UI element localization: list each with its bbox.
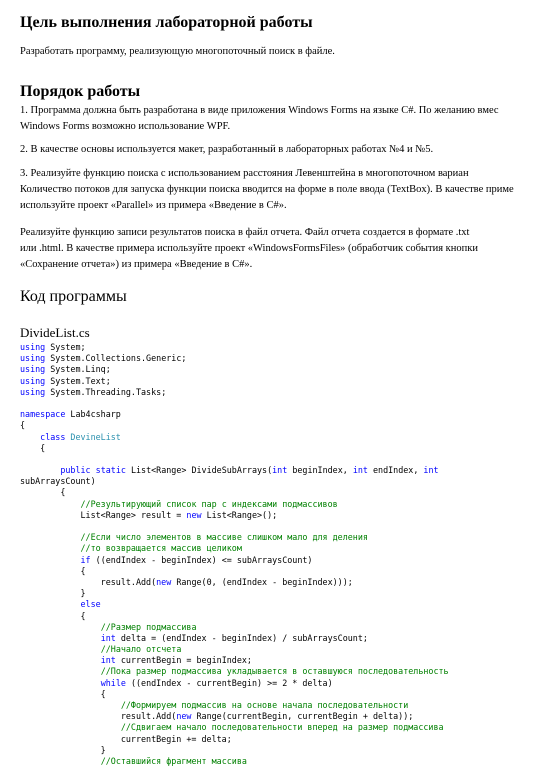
code-line	[20, 398, 449, 409]
code-text: {	[20, 688, 106, 699]
code-line	[20, 387, 449, 398]
order-item-2	[20, 142, 433, 158]
code-text	[20, 666, 101, 676]
code-text: currentBegin += delta;	[20, 733, 232, 744]
code-line	[20, 666, 449, 677]
code-text: beginIndex,	[287, 465, 348, 476]
order-item-line: 3. Реализуйте функцию поиска с использованием расстояния Левенштейна в многопоточном вариан	[20, 168, 469, 179]
code-text: {	[20, 487, 66, 498]
code-keyword: else	[80, 599, 101, 610]
order-item-line: 1. Программа должна быть разработана в виде приложения Windows Forms на языке C#. По желанию вмес	[20, 105, 499, 116]
code-block	[20, 342, 449, 767]
code-line	[20, 342, 449, 353]
code-text: System.Collections.Generic;	[45, 353, 187, 364]
code-text: Range(currentBegin, currentBegin + delta));	[191, 711, 414, 722]
code-comment: //Пока размер подмассива укладывается в оставшуюся последовательность	[100, 666, 449, 677]
code-keyword: new	[156, 576, 172, 587]
code-line	[20, 678, 449, 689]
code-keyword: new	[181, 509, 202, 520]
code-line	[20, 409, 449, 420]
code-text	[20, 633, 101, 643]
code-keyword: class	[40, 431, 66, 442]
code-line	[20, 364, 449, 375]
code-text: subArraysCount)	[20, 476, 96, 487]
code-keyword: using	[20, 364, 46, 375]
code-text: }	[20, 744, 106, 755]
code-line	[20, 756, 449, 767]
code-text	[20, 678, 101, 688]
code-comment: //Оставшийся фрагмент массива	[100, 755, 247, 766]
code-text: {	[20, 565, 86, 576]
code-line	[20, 633, 449, 644]
code-text: System.Text;	[45, 375, 111, 386]
code-line	[20, 443, 449, 454]
code-line	[20, 521, 449, 532]
code-keyword: int	[272, 465, 288, 476]
code-keyword: int	[100, 655, 116, 666]
code-text	[20, 599, 81, 609]
code-text: System.Threading.Tasks;	[45, 386, 167, 397]
order-item-line: 2. В качестве основы используется макет, разработанный в лабораторных работах №4 и №5.	[20, 144, 434, 155]
code-text: ((endIndex - beginIndex) <= subArraysCount)	[90, 554, 313, 565]
code-keyword: int	[418, 465, 439, 476]
code-keyword: if	[80, 554, 91, 565]
code-line	[20, 454, 449, 465]
code-text: delta = (endIndex - beginIndex) / subArraysCount;	[115, 632, 368, 643]
code-line	[20, 655, 449, 666]
code-text: }	[20, 588, 86, 599]
code-comment: //то возвращается массив целиком	[80, 543, 242, 554]
code-text	[20, 465, 60, 475]
code-text: List<Range> DivideSubArrays(	[125, 465, 273, 476]
order-item-4	[20, 225, 478, 273]
code-text: {	[20, 442, 46, 453]
code-line	[20, 487, 449, 498]
code-line	[20, 611, 449, 622]
code-text	[20, 622, 101, 632]
code-comment: //Формируем подмассив на основе начала последовательности	[120, 700, 409, 710]
code-comment: //Размер подмассива	[100, 621, 197, 632]
goal-text: Разработать программу, реализующую многопоточный поиск в файле.	[20, 46, 335, 57]
code-text: result.Add(	[20, 576, 157, 587]
code-comment: //Сдвигаем начало последовательности вперед на размер подмассива	[120, 722, 444, 733]
order-item-line: Реализуйте функцию записи результатов поиска в файл отчета. Файл отчета создается в формате .txt	[20, 227, 470, 238]
code-text	[20, 756, 101, 766]
code-line	[20, 577, 449, 588]
code-line	[20, 644, 449, 655]
goal-heading: Цель выполнения лабораторной работы	[20, 14, 313, 31]
code-comment: //Если число элементов в массиве слишком мало для деления	[80, 532, 368, 543]
order-heading: Порядок работы	[20, 83, 141, 100]
code-text	[20, 543, 81, 553]
code-text: List<Range>();	[201, 509, 278, 520]
code-text: {	[20, 420, 26, 431]
code-keyword: using	[20, 342, 46, 352]
code-text: ((endIndex - currentBegin) >= 2 * delta)	[125, 677, 333, 688]
code-type: DevineList	[65, 431, 121, 442]
code-line	[20, 555, 449, 566]
code-keyword: namespace	[20, 409, 66, 420]
code-text	[20, 532, 81, 542]
code-text: {	[20, 610, 86, 621]
code-line	[20, 711, 449, 722]
order-item-line: Windows Forms возможно использование WPF.	[20, 121, 231, 132]
code-line	[20, 420, 449, 431]
code-text	[20, 644, 101, 654]
code-heading: Код программы	[20, 288, 127, 305]
code-line	[20, 700, 449, 711]
code-keyword: new	[176, 711, 192, 722]
code-line	[20, 510, 449, 521]
code-line	[20, 465, 449, 476]
code-keyword: using	[20, 353, 46, 364]
order-item-3	[20, 166, 514, 214]
code-text: System.Linq;	[45, 364, 111, 375]
code-text: result.Add(	[20, 711, 177, 722]
code-text: Lab4csharp	[65, 409, 121, 420]
code-comment: //Результирующий список пар с индексами подмассивов	[80, 498, 338, 509]
code-keyword: int	[100, 632, 116, 643]
code-line	[20, 734, 449, 745]
code-keyword: int	[347, 465, 368, 476]
code-text: currentBegin = beginIndex;	[115, 655, 252, 666]
order-item-line: Количество потоков для запуска функции поиска вводится на форме в поле ввода (TextBox). В качестве приме	[20, 184, 514, 195]
code-text: List<Range> result =	[20, 509, 182, 520]
code-comment: //Начало отсчета	[100, 644, 182, 655]
code-line	[20, 722, 449, 733]
code-keyword: using	[20, 386, 46, 397]
code-line	[20, 476, 449, 487]
code-line	[20, 499, 449, 510]
order-item-1	[20, 103, 499, 135]
code-line	[20, 689, 449, 700]
order-item-line: «Сохранение отчета») из примера «Введение в C#».	[20, 259, 253, 270]
code-text	[20, 555, 81, 565]
code-text	[20, 722, 121, 732]
code-text: endIndex,	[367, 465, 419, 476]
code-line	[20, 566, 449, 577]
code-text	[20, 700, 121, 710]
file-name: DivideList.cs	[20, 325, 90, 340]
code-keyword: public	[60, 465, 91, 476]
code-text	[20, 432, 40, 442]
code-text: System;	[45, 342, 86, 352]
code-line	[20, 432, 449, 443]
code-line	[20, 532, 449, 543]
code-line	[20, 543, 449, 554]
code-keyword: static	[90, 465, 126, 476]
code-keyword: while	[100, 677, 126, 688]
code-keyword: using	[20, 375, 46, 386]
code-text	[20, 499, 81, 509]
code-line	[20, 588, 449, 599]
order-item-line: используйте проект «Parallel» из примера «Введение в C#».	[20, 200, 287, 211]
order-item-line: или .html. В качестве примера используйте проект «WindowsFormsFiles» (обработчик события кнопки	[20, 243, 478, 254]
code-line	[20, 622, 449, 633]
code-line	[20, 353, 449, 364]
code-line	[20, 745, 449, 756]
code-text: Range(0, (endIndex - beginIndex)));	[171, 576, 353, 587]
code-line	[20, 376, 449, 387]
code-line	[20, 599, 449, 610]
code-text	[20, 655, 101, 665]
